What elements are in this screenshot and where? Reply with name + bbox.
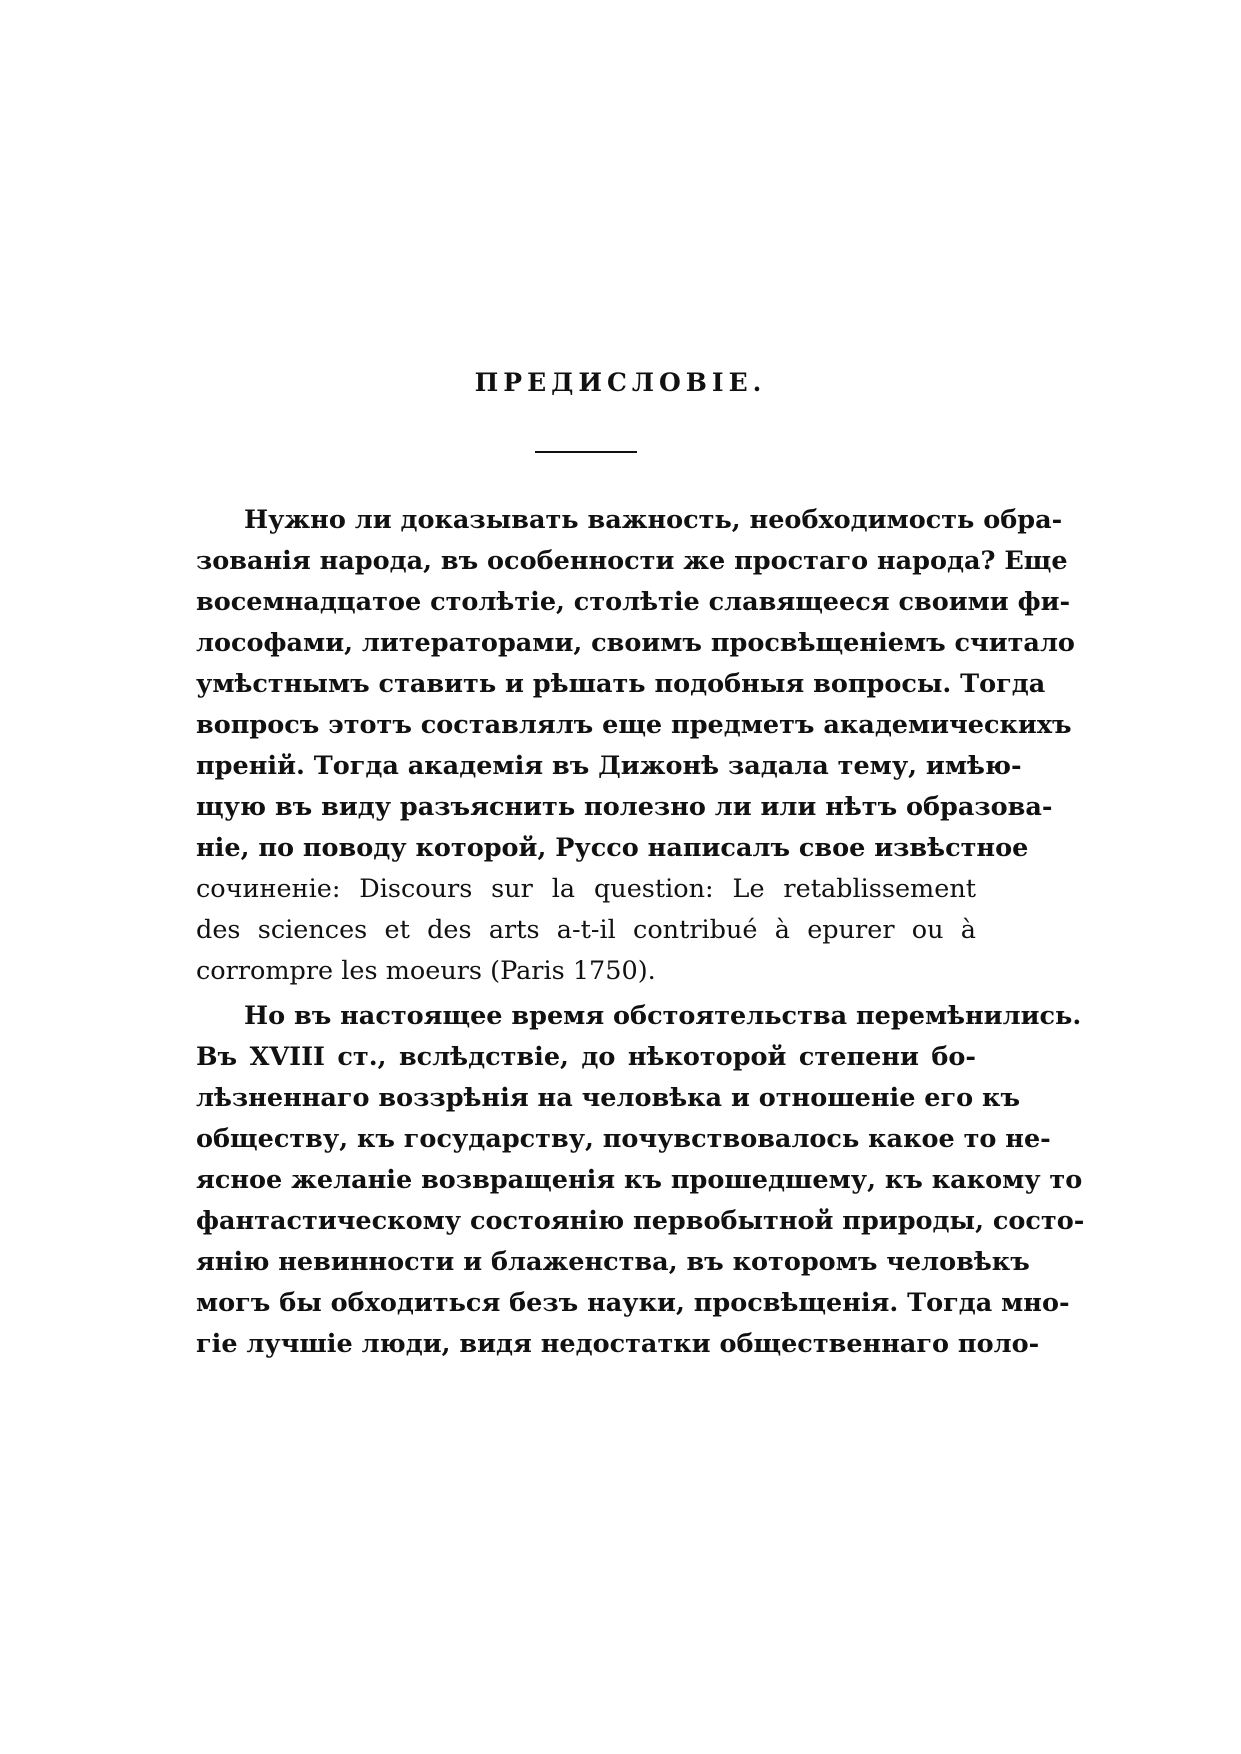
body-text xyxy=(196,500,1085,1365)
text-line: ясное желаніе возвращенія къ прошедшему, къ какому то xyxy=(196,1165,1083,1195)
text-line: corrompre les moeurs (Paris 1750). xyxy=(196,956,656,986)
text-line: преній. Тогда академія въ Дижонѣ задала тему, имѣю- xyxy=(196,751,1022,781)
text-line: вопросъ этотъ составлялъ еще предметъ академическихъ xyxy=(196,710,1072,740)
text-line: зованія народа, въ особенности же простаго народа? Еще xyxy=(196,546,1068,576)
text-line: Но въ настоящее время обстоятельства перемѣнились. xyxy=(244,1001,1082,1031)
text-line: щую въ виду разъяснить полезно ли или нѣтъ образова- xyxy=(196,792,1053,822)
chapter-heading: ПРЕДИСЛОВІЕ. xyxy=(474,368,767,397)
text-line: восемнадцатое столѣтіе, столѣтіе славящееся своими фи- xyxy=(196,587,1071,617)
text-line: лософами, литераторами, своимъ просвѣщеніемъ считало xyxy=(196,628,1075,658)
text-line: умѣстнымъ ставить и рѣшать подобныя вопросы. Тогда xyxy=(196,669,1046,699)
text-line: гіе лучшіе люди, видя недостатки общественнаго поло- xyxy=(196,1329,1040,1359)
text-line: фантастическому состоянію первобытной природы, состо- xyxy=(196,1206,1085,1236)
text-line: янію невинности и блаженства, въ которомъ человѣкъ xyxy=(196,1247,1030,1277)
text-line: des sciences et des arts a-t-il contribué à epurer ou à xyxy=(196,915,976,945)
text-line: Нужно ли доказывать важность, необходимость обра- xyxy=(244,505,1063,535)
paragraph-1 xyxy=(196,500,1075,992)
heading-rule xyxy=(535,451,637,453)
text-line: Въ XVIII ст., вслѣдствіе, до нѣкоторой степени бо- xyxy=(196,1042,976,1072)
text-line: лѣзненнаго воззрѣнія на человѣка и отношеніе его къ xyxy=(196,1083,1021,1113)
text-line: ніе, по поводу которой, Руссо написалъ свое извѣстное xyxy=(196,833,1029,863)
text-line: сочиненіе: Discours sur la question: Le retablissement xyxy=(196,874,976,904)
text-line: могъ бы обходиться безъ науки, просвѣщенія. Тогда мно- xyxy=(196,1288,1070,1318)
paragraph-2 xyxy=(196,996,1085,1365)
text-line: обществу, къ государству, почувствовалось какое то не- xyxy=(196,1124,1051,1154)
